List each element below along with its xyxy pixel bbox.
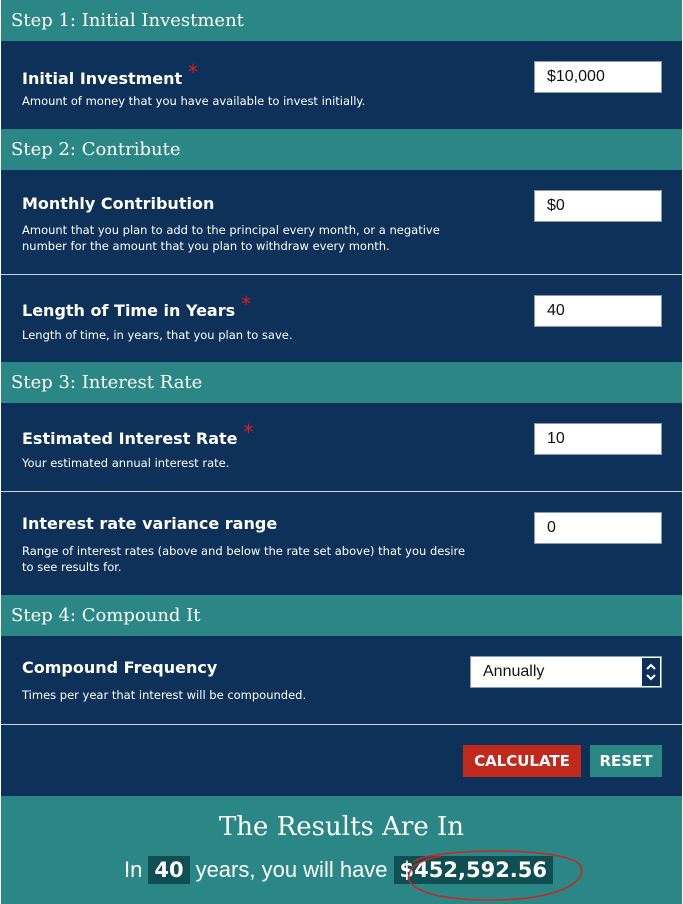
length-years-input[interactable]: 40 xyxy=(534,295,662,327)
step1-header xyxy=(1,0,682,41)
step4-title: Step 4: Compound It xyxy=(11,605,201,626)
monthly-contribution-input[interactable]: $0 xyxy=(534,190,662,222)
variance-range-description: Range of interest rates (above and below the rate set above) that you desire to see results for. xyxy=(22,544,466,574)
variance-range-input[interactable]: 0 xyxy=(534,512,662,544)
initial-investment-label xyxy=(22,60,199,89)
variance-range-row xyxy=(1,492,682,595)
actions-row xyxy=(1,725,682,796)
results-amount-text: $452,592.56 xyxy=(399,858,548,882)
interest-rate-label-text: Estimated Interest Rate xyxy=(22,429,238,448)
monthly-contribution-description: Amount that you plan to add to the principal every month, or a negative number for the amount that you plan to withdraw every month. xyxy=(22,223,440,253)
required-asterisk: * xyxy=(241,292,252,316)
initial-investment-description: Amount of money that you have available to invest initially. xyxy=(22,94,366,108)
interest-rate-input[interactable]: 10 xyxy=(534,423,662,455)
calculate-button[interactable]: CALCULATE xyxy=(463,745,581,777)
results-prefix: In xyxy=(123,857,143,882)
step2-title: Step 2: Contribute xyxy=(11,139,181,160)
step3-header xyxy=(1,362,682,403)
results-panel xyxy=(1,796,682,904)
required-asterisk: * xyxy=(188,60,199,84)
monthly-contribution-label: Monthly Contribution xyxy=(22,194,215,213)
initial-investment-row xyxy=(1,41,682,129)
initial-investment-label-text: Initial Investment xyxy=(22,69,183,88)
results-summary xyxy=(1,856,682,884)
compound-frequency-label: Compound Frequency xyxy=(22,658,218,677)
length-years-row xyxy=(1,275,682,362)
results-amount xyxy=(394,856,553,884)
compound-frequency-select[interactable] xyxy=(470,656,662,688)
interest-rate-label xyxy=(22,420,254,449)
compound-frequency-selected: Annually xyxy=(483,663,545,680)
required-asterisk: * xyxy=(243,420,254,444)
up-down-chevron-icon[interactable] xyxy=(641,657,661,687)
compound-frequency-description: Times per year that interest will be compounded. xyxy=(22,688,307,702)
reset-button[interactable]: RESET xyxy=(590,745,662,777)
length-years-label xyxy=(22,292,252,321)
variance-range-label: Interest rate variance range xyxy=(22,514,278,533)
results-middle-text: years, you will have xyxy=(195,857,388,882)
step2-header xyxy=(1,129,682,170)
calculator xyxy=(1,0,682,904)
results-years: 40 xyxy=(148,856,189,884)
step3-title: Step 3: Interest Rate xyxy=(11,372,203,393)
length-years-description: Length of time, in years, that you plan to save. xyxy=(22,328,293,342)
length-years-label-text: Length of Time in Years xyxy=(22,301,236,320)
compound-frequency-row xyxy=(1,636,682,725)
step4-header xyxy=(1,595,682,636)
initial-investment-input[interactable]: $10,000 xyxy=(534,61,662,93)
step1-title: Step 1: Initial Investment xyxy=(11,10,244,31)
monthly-contribution-row xyxy=(1,170,682,275)
interest-rate-row xyxy=(1,403,682,492)
results-title: The Results Are In xyxy=(218,812,465,842)
interest-rate-description: Your estimated annual interest rate. xyxy=(22,456,230,470)
